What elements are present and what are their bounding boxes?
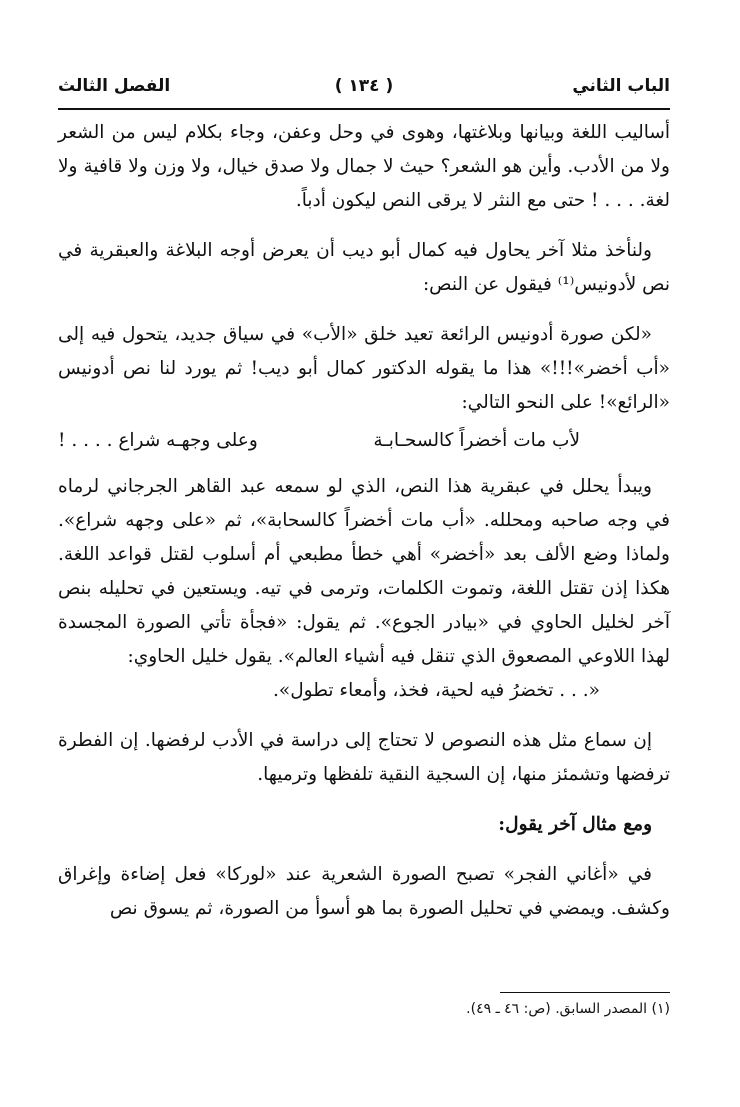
paragraph-6: ومع مثال آخر يقول: [498,814,652,835]
verse-second-hemistich: وعلى وجهـه شراع . . . . ! [58,430,258,451]
body-text [58,116,670,926]
part-title: الباب الثاني [572,76,670,96]
poem-verse [58,424,670,460]
page-header [58,72,670,102]
paragraph-7: في «أغاني الفجر» تصبح الصورة الشعرية عند «لوركا» فعل إضاءة وإغراق وكشف. ويمضي في تحليل الصورة بما هو أسوأ من الصورة، ثم يسوق نص [58,864,670,919]
footnote-divider [500,992,670,993]
verse-first-hemistich: لأب مات أخضراً كالسحـابـة [373,430,580,451]
paragraph-4: ويبدأ يحلل في عبقرية هذا النص، الذي لو سمعه عبد القاهر الجرجاني لرماه في وجه صاحبه ومحلله. «أب مات أخضراً كالسحابة»، ثم «على وجهه شراع». ولماذا وضع الألف بعد «أخضر» أهي خطأ مطبعي أم أسلوب لقتل قواعد اللغة. هكذا إذن تقتل اللغة، وتموت الكلمات، وترمى في تيه. ويستعين في تحليله بنص آخر لخليل الحاوي في «بيادر الجوع». ثم يقول: «فجأة تأتي الصورة المجسدة لهذا اللاوعي المصعوق الذي تنقل فيه أشياء العالم». يقول خليل الحاوي: [58,476,670,667]
page-number: ( ١٣٤ ) [334,76,394,96]
paragraph-3: «لكن صورة أدونيس الرائعة تعيد خلق «الأب» في سياق جديد، يتحول فيه إلى «أب أخضر»!!!» هذا ما يقوله الدكتور كمال أبو ديب! ثم يورد لنا نص أدونيس «الرائع»! على النحو التالي: [58,324,670,413]
paragraph-2: ولنأخذ مثلا آخر يحاول فيه كمال أبو ديب أن يعرض أوجه البلاغة والعبقرية في نص لأدونيس⁽¹⁾ فيقول عن النص: [58,240,670,295]
footnote: (١) المصدر السابق. (ص: ٤٦ ـ ٤٩). [466,1001,670,1017]
header-divider [58,108,670,110]
paragraph-5: إن سماع مثل هذه النصوص لا تحتاج إلى دراسة في الأدب لرفضها. إن الفطرة ترفضها وتشمئز منها، إن السجية النقية تلفظها وترميها. [58,730,670,785]
chapter-title: الفصل الثالث [58,76,171,96]
quoted-line: «. . . تخضرُ فيه لحية، فخذ، وأمعاء تطول». [273,680,600,701]
paragraph-1: أساليب اللغة وبيانها وبلاغتها، وهوى في وحل وعفن، وجاء بكلام ليس من الشعر ولا من الأدب. وأين هو الشعر؟ حيث لا جمال ولا صدق خيال، ولا وزن ولا قافية ولا لغة. . . . ! حتى مع النثر لا يرقى النص ليكون أدباً. [58,122,670,211]
